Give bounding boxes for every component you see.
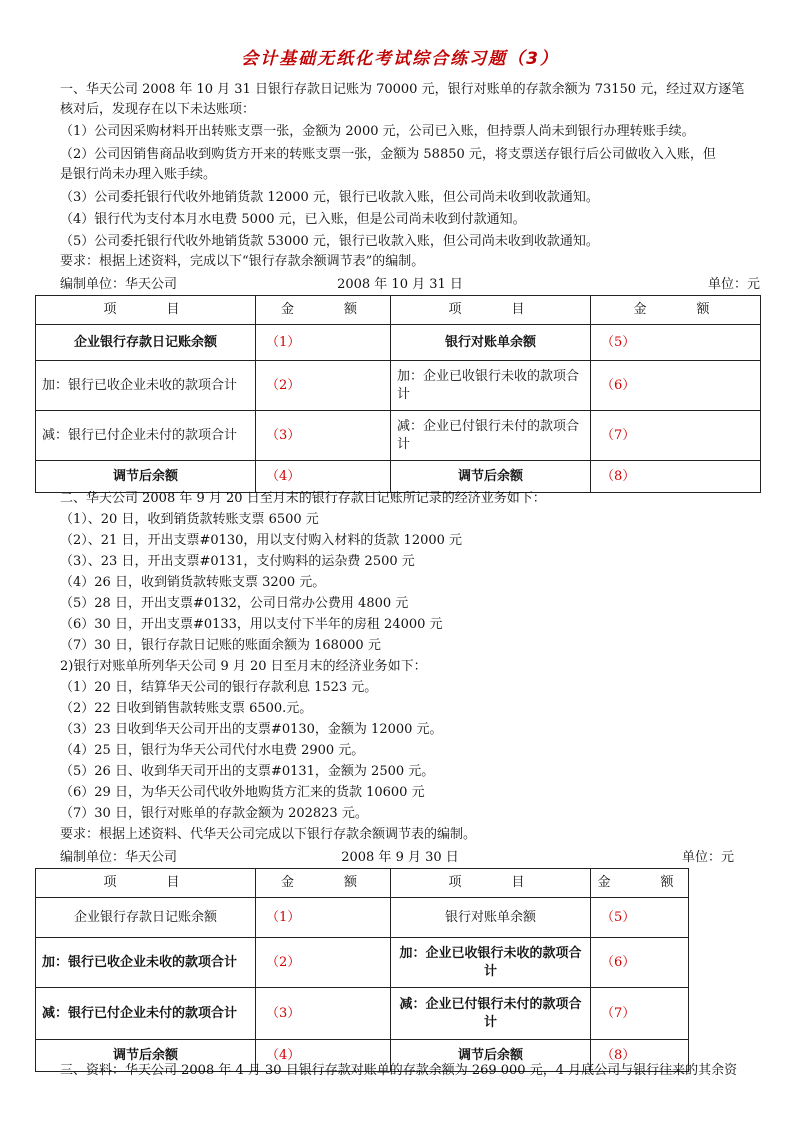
amount-cell[interactable]: （6）: [591, 938, 689, 988]
row-label: 调节后余额: [36, 1040, 256, 1072]
row-label: 企业银行存款日记账余额: [36, 325, 256, 361]
header-amount: 金 额: [256, 869, 391, 898]
row-label: 调节后余额: [36, 461, 256, 493]
table1-date: 2008 年 10 月 31 日: [337, 277, 463, 292]
section2-item: （4）26 日，收到销货款转账支票 3200 元。: [60, 575, 326, 590]
section2-item: （5）26 日、收到华天司开出的支票#0131，金额为 2500 元。: [60, 764, 435, 779]
amount-cell[interactable]: （4）: [256, 461, 391, 493]
header-item: 项 目: [36, 296, 256, 325]
row-label: 减：企业已付银行未付的款项合计: [391, 411, 591, 461]
section2-item: （3）、23 日，开出支票#0131，支付购料的运杂费 2500 元: [60, 554, 415, 569]
row-label: 减：银行已付企业未付的款项合计: [36, 988, 256, 1040]
amount-cell[interactable]: （4）: [256, 1040, 391, 1072]
section2-item: （1）、20 日，收到销货款转账支票 6500 元: [60, 512, 319, 527]
row-label: 加：企业已收银行未收的款项合计: [391, 361, 591, 411]
table2-date: 2008 年 9 月 30 日: [341, 850, 459, 865]
amount-cell[interactable]: （5）: [591, 325, 761, 361]
table1-currency: 单位：元: [707, 277, 760, 292]
section2-requirement: 要求：根据上述资料、代华天公司完成以下银行存款余额调节表的编制。: [60, 827, 477, 842]
section1-item: （1）公司因采购材料开出转账支票一张，金额为 2000 元，公司已入账，但持票人尚未到银行办理转账手续。: [60, 124, 695, 139]
row-label: 加：银行已收企业未收的款项合计: [36, 361, 256, 411]
section2-intro: 二、华天公司 2008 年 9 月 20 日至月末的银行存款日记账所记录的经济业务如下：: [60, 491, 546, 506]
table2-currency: 单位：元: [681, 850, 734, 865]
row-label: 企业银行存款日记账余额: [36, 898, 256, 938]
table1-meta: [0, 273, 800, 293]
section1-item: （5）公司委托银行代收外地销货款 53000 元，银行已收款入账，但公司尚未收到收款通知。: [60, 234, 599, 249]
header-item: 项 目: [36, 869, 256, 898]
header-amount: 金 额: [256, 296, 391, 325]
amount-cell[interactable]: （6）: [591, 361, 761, 411]
header-item: 项 目: [391, 869, 591, 898]
amount-cell[interactable]: （8）: [591, 461, 761, 493]
section1-item: （3）公司委托银行代收外地销货款 12000 元，银行已收款入账，但公司尚未收到收款通知。: [60, 190, 599, 205]
table2-meta: [0, 846, 800, 866]
table-row: [36, 461, 761, 493]
document-title: 会计基础无纸化考试综合练习题（3）: [241, 49, 559, 69]
amount-cell[interactable]: （1）: [256, 898, 391, 938]
section2-item: （5）28 日，开出支票#0132，公司日常办公费用 4800 元: [60, 596, 409, 611]
section2-item: （1）20 日，结算华天公司的银行存款利息 1523 元。: [60, 680, 378, 695]
table-row: [36, 325, 761, 361]
amount-cell[interactable]: （7）: [591, 988, 689, 1040]
section1-item: 是银行尚未办理入账手续。: [60, 167, 217, 182]
reconciliation-table-2: [35, 868, 689, 1072]
row-label: 调节后余额: [391, 461, 591, 493]
table-header-row: [36, 296, 761, 325]
header-amount: 金 额: [591, 869, 689, 898]
table-row: [36, 411, 761, 461]
section2-item: （6）29 日，为华天公司代收外地购货方汇来的货款 10600 元: [60, 785, 425, 800]
section1-intro-line2: 核对后，发现存在以下未达账项：: [60, 102, 256, 117]
header-amount: 金 额: [591, 296, 761, 325]
section2-item: （4）25 日，银行为华天公司代付水电费 2900 元。: [60, 743, 365, 758]
section2-item: （2）22 日收到销售款转账支票 6500.元。: [60, 701, 313, 716]
row-label: 加：企业已收银行未收的款项合计: [391, 938, 591, 988]
table2-unit: 编制单位：华天公司: [60, 850, 178, 865]
header-item: 项 目: [391, 296, 591, 325]
row-label: 减：银行已付企业未付的款项合计: [36, 411, 256, 461]
section2-item: （2）、21 日，开出支票#0130，用以支付购入材料的货款 12000 元: [60, 533, 463, 548]
table-row: [36, 988, 689, 1040]
row-label: 减：企业已付银行未付的款项合计: [391, 988, 591, 1040]
amount-cell[interactable]: （7）: [591, 411, 761, 461]
amount-cell[interactable]: （1）: [256, 325, 391, 361]
row-label: 调节后余额: [391, 1040, 591, 1072]
amount-cell[interactable]: （3）: [256, 411, 391, 461]
reconciliation-table-1: [35, 295, 761, 493]
amount-cell[interactable]: （3）: [256, 988, 391, 1040]
section2-item: （6）30 日，开出支票#0133，用以支付下半年的房租 24000 元: [60, 617, 443, 632]
amount-cell[interactable]: （2）: [256, 361, 391, 411]
section1-item: （4）银行代为支付本月水电费 5000 元，已入账，但是公司尚未收到付款通知。: [60, 212, 526, 227]
row-label: 银行对账单余额: [391, 898, 591, 938]
section1-intro-line1: 一、华天公司 2008 年 10 月 31 日银行存款日记账为 70000 元，银行对账单的存款余额为 73150 元，经过双方逐笔: [60, 82, 745, 97]
section2-item: （3）23 日收到华天公司开出的支票#0130，金额为 12000 元。: [60, 722, 443, 737]
row-label: 银行对账单余额: [391, 325, 591, 361]
section2-item: （7）30 日，银行对账单的存款金额为 202823 元。: [60, 806, 368, 821]
table-row: [36, 898, 689, 938]
table-row: [36, 938, 689, 988]
section2-sub-intro: 2)银行对账单所列华天公司 9 月 20 日至月末的经济业务如下：: [60, 659, 427, 674]
row-label: 加：银行已收企业未收的款项合计: [36, 938, 256, 988]
table-row: [36, 361, 761, 411]
section2-item: （7）30 日，银行存款日记账的账面余额为 168000 元: [60, 638, 381, 653]
section1-requirement: 要求：根据上述资料，完成以下“银行存款余额调节表”的编制。: [60, 254, 425, 269]
table1-unit: 编制单位：华天公司: [60, 277, 178, 292]
section3-intro: 三、资料：华天公司 2008 年 4 月 30 日银行存款对账单的存款余额为 269 000 元，4 月底公司与银行往来的其余资: [60, 1063, 738, 1078]
amount-cell[interactable]: （2）: [256, 938, 391, 988]
amount-cell[interactable]: （5）: [591, 898, 689, 938]
table-header-row: [36, 869, 689, 898]
section1-item: （2）公司因销售商品收到购货方开来的转账支票一张，金额为 58850 元，将支票送存银行后公司做收入入账，但: [60, 147, 716, 162]
amount-cell[interactable]: （8）: [591, 1040, 689, 1072]
